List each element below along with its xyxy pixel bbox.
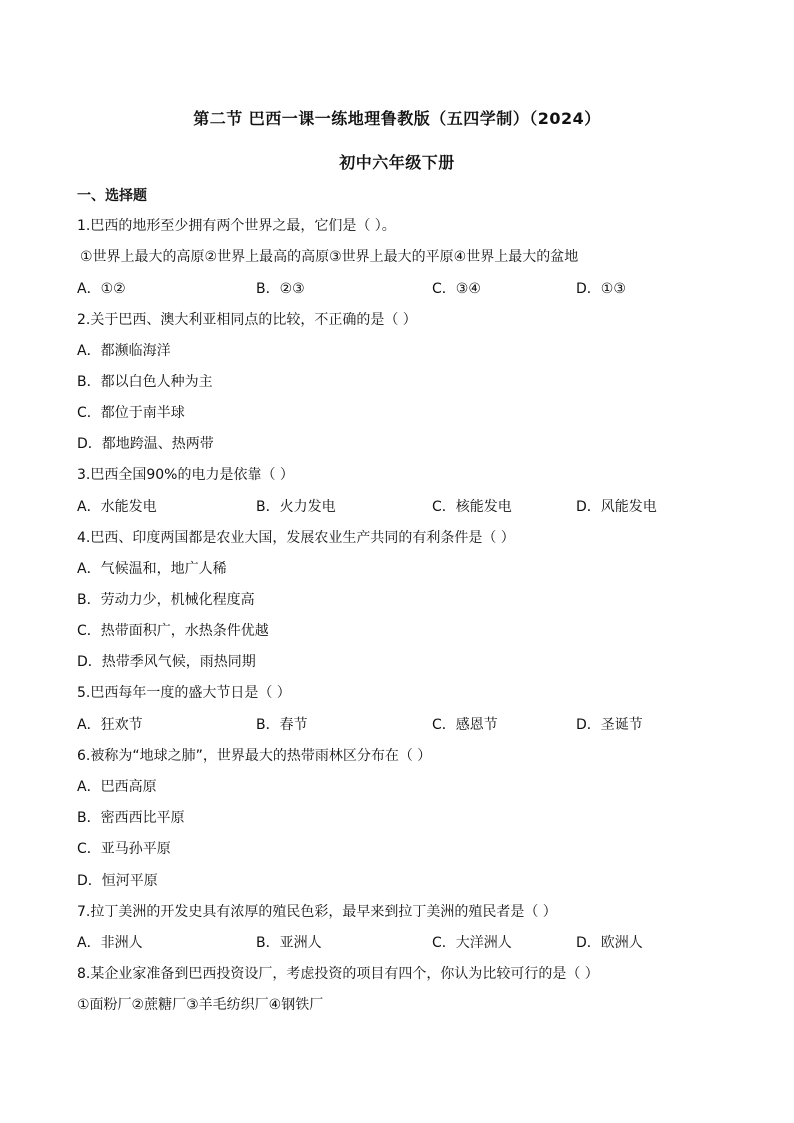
- question-6-option-a: A．巴西高原: [77, 779, 157, 795]
- question-3-option-c: C．核能发电: [432, 499, 512, 515]
- section-heading: 一、选择题: [77, 188, 147, 204]
- question-1-option-c: C．③④: [432, 281, 481, 297]
- question-1-option-b: B．②③: [256, 281, 305, 297]
- question-7-stem: 7.拉丁美洲的开发史具有浓厚的殖民色彩，最早来到拉丁美洲的殖民者是（ ）: [77, 904, 557, 920]
- question-7-option-d: D．欧洲人: [576, 935, 643, 951]
- question-3-option-b: B．火力发电: [256, 499, 336, 515]
- question-4-option-b: B．劳动力少，机械化程度高: [77, 592, 255, 608]
- question-2-option-c: C．都位于南半球: [77, 405, 185, 421]
- question-6-option-b: B．密西西比平原: [77, 810, 185, 826]
- question-4-option-d: D．热带季风气候，雨热同期: [77, 654, 256, 670]
- question-1-option-d: D．①③: [576, 281, 626, 297]
- question-3-stem: 3.巴西全国90%的电力是依靠（ ）: [77, 467, 294, 483]
- question-8-statements: ①面粉厂②蔗糖厂③羊毛纺织厂④钢铁厂: [77, 997, 324, 1013]
- question-2-option-a: A．都濒临海洋: [77, 343, 171, 359]
- question-5-option-c: C．感恩节: [432, 717, 498, 733]
- question-2-option-d: D．都地跨温、热两带: [77, 436, 214, 452]
- page-subtitle: 初中六年级下册: [339, 153, 455, 172]
- question-5-option-d: D．圣诞节: [576, 717, 643, 733]
- question-5-option-a: A．狂欢节: [77, 717, 143, 733]
- question-7-option-b: B．亚洲人: [256, 935, 322, 951]
- question-4-option-a: A．气候温和，地广人稀: [77, 561, 227, 577]
- question-7-option-c: C．大洋洲人: [432, 935, 512, 951]
- question-5-stem: 5.巴西每年一度的盛大节日是（ ）: [77, 685, 291, 701]
- question-1-stem: 1.巴西的地形至少拥有两个世界之最，它们是（ ）。: [77, 218, 396, 234]
- question-2-stem: 2.关于巴西、澳大利亚相同点的比较，不正确的是（ ）: [77, 312, 417, 328]
- question-3-option-a: A．水能发电: [77, 499, 157, 515]
- question-4-stem: 4.巴西、印度两国都是农业大国，发展农业生产共同的有利条件是（ ）: [77, 530, 515, 546]
- question-4-option-c: C．热带面积广，水热条件优越: [77, 623, 269, 639]
- question-5-option-b: B．春节: [256, 717, 308, 733]
- question-6-option-d: D．恒河平原: [77, 873, 158, 889]
- page-title: 第二节 巴西一课一练地理鲁教版（五四学制）（2024）: [193, 109, 601, 128]
- question-3-option-d: D．风能发电: [576, 499, 657, 515]
- question-2-option-b: B．都以白色人种为主: [77, 374, 213, 390]
- question-8-stem: 8.某企业家准备到巴西投资设厂，考虑投资的项目有四个，你认为比较可行的是（ ）: [77, 966, 599, 982]
- question-6-option-c: C．亚马孙平原: [77, 841, 171, 857]
- question-6-stem: 6.被称为“地球之肺”，世界最大的热带雨林区分布在（ ）: [77, 748, 432, 764]
- question-1-statements: ①世界上最大的高原②世界上最高的高原③世界上最大的平原④世界上最大的盆地: [80, 249, 579, 265]
- question-1-option-a: A．①②: [77, 281, 126, 297]
- question-7-option-a: A．非洲人: [77, 935, 143, 951]
